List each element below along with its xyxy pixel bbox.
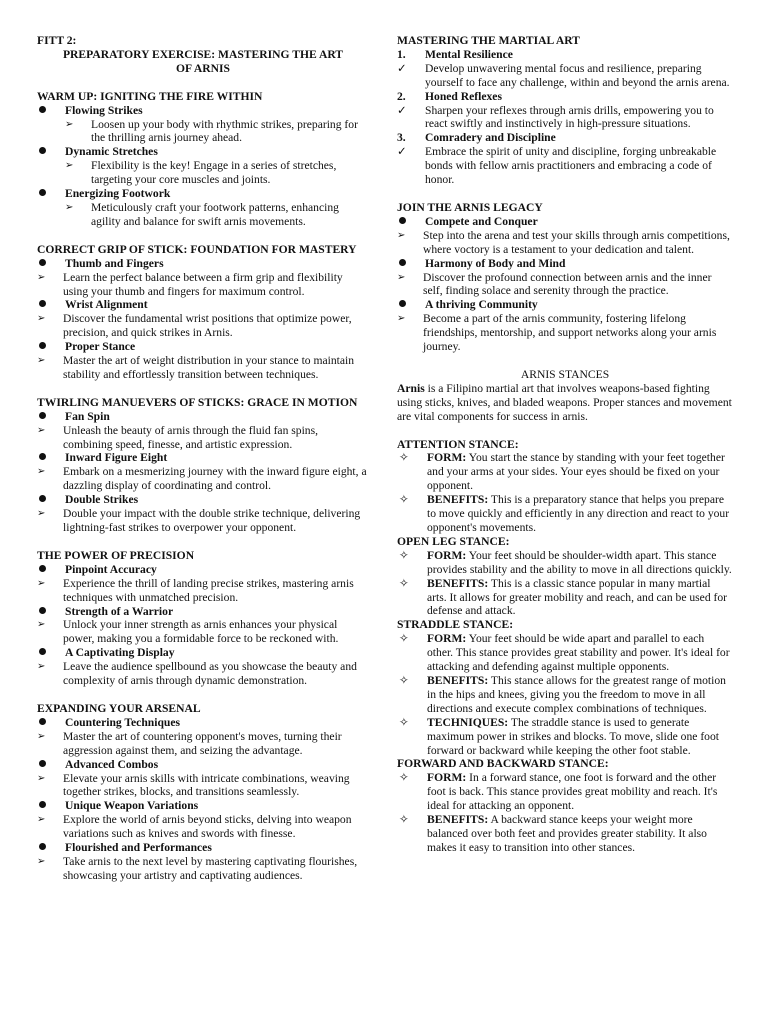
item-title: A thriving Community — [425, 298, 538, 312]
arrow-icon: ➢ — [397, 229, 406, 241]
arrow-icon: ➢ — [397, 313, 406, 325]
arrow-icon: ➢ — [37, 313, 46, 325]
list-item-title — [397, 257, 733, 271]
bullet-dot-icon — [39, 495, 46, 502]
list-item-desc — [37, 660, 369, 688]
stance-heading: OPEN LEG STANCE: — [397, 534, 510, 548]
stance-item-text — [427, 577, 733, 619]
bullet-icon — [37, 298, 65, 312]
bullet-dot-icon — [39, 648, 46, 655]
stance-item-body: This is a preparatory stance that helps you prepare to move quickly and efficiently in any direction and react to your opponent's movements. — [427, 493, 730, 534]
item-title: Energizing Footwork — [65, 187, 171, 201]
section-heading: WARM UP: IGNITING THE FIRE WITHIN — [37, 89, 263, 103]
bullet-dot-icon — [39, 300, 46, 307]
list-item-title — [37, 451, 369, 465]
list-item-title — [37, 605, 369, 619]
list-item-desc — [37, 577, 369, 605]
diamond-icon: ✧ — [399, 770, 409, 785]
stance-item-label: FORM: — [427, 632, 467, 646]
item-desc: Take arnis to the next level by mastering captivating flourishes, showcasing your artistry and captivating audiences. — [63, 854, 358, 882]
bullet-icon — [37, 451, 65, 465]
stances-intro-text: is a Filipino martial art that involves weapons-based fighting using sticks, knives, and bladed weapons. Proper stances and movement are vital components for success in arnis. — [397, 381, 732, 423]
bullet-dot-icon — [39, 801, 46, 808]
stance-groups — [397, 438, 733, 855]
bullet-dot-icon — [39, 147, 46, 154]
diamond-icon: ✧ — [399, 547, 409, 562]
stance-item — [397, 716, 733, 758]
arrow-icon: ➢ — [37, 355, 46, 367]
list-item-desc — [37, 507, 369, 535]
bullet-dot-icon — [39, 342, 46, 349]
list-item-title — [37, 758, 369, 772]
list-item-desc — [37, 465, 369, 493]
bullet-icon — [37, 493, 65, 507]
bullet-dot-icon — [39, 718, 46, 725]
stance-heading: FORWARD AND BACKWARD STANCE: — [397, 757, 609, 771]
stance-item-label: FORM: — [427, 771, 467, 785]
item-desc: Sharpen your reflexes through arnis drills, empowering you to react swiftly and instinctively in high-pressure situations. — [425, 103, 714, 131]
section-0 — [37, 90, 369, 229]
item-desc: Elevate your arnis skills with intricate combinations, weaving together strikes, blocks, and transitions seamlessly. — [63, 771, 350, 799]
list-item-title — [37, 646, 369, 660]
bullet-icon — [397, 257, 425, 271]
item-number: 2. — [397, 89, 406, 103]
list-item-title — [37, 563, 369, 577]
list-item-desc — [37, 730, 369, 758]
stance-item-text — [427, 674, 733, 716]
item-desc: Meticulously craft your footwork patterns, enhancing agility and balance for swift arnis movements. — [91, 200, 339, 228]
list-item-desc — [37, 271, 369, 299]
bullet-dot-icon — [39, 453, 46, 460]
list-item-desc — [37, 354, 369, 382]
stance-item-text — [427, 813, 733, 855]
stance-item — [397, 493, 733, 535]
bullet-icon — [37, 187, 65, 201]
left-sections — [37, 90, 369, 883]
right-column — [397, 34, 733, 855]
item-title: Wrist Alignment — [65, 298, 148, 312]
section-heading: CORRECT GRIP OF STICK: FOUNDATION FOR MASTERY — [37, 242, 357, 256]
item-title: Harmony of Body and Mind — [425, 256, 566, 270]
item-desc: Experience the thrill of landing precise strikes, mastering arnis techniques with unmatched precision. — [63, 576, 354, 604]
item-desc: Discover the fundamental wrist positions that optimize power, precision, and quick strikes in Arnis. — [63, 312, 352, 340]
bullet-dot-icon — [39, 760, 46, 767]
checkmark-icon: ✓ — [397, 102, 407, 117]
stance-item — [397, 674, 733, 716]
item-title: Flourished and Performances — [65, 841, 212, 855]
item-title: Fan Spin — [65, 409, 110, 423]
list-item-title — [37, 145, 369, 159]
section-4 — [37, 702, 369, 883]
checkmark-icon: ✓ — [397, 60, 407, 75]
stance-item-body: The straddle stance is used to generate maximum power in strikes and blocks. To move, slide one foot forward or backward while keeping the other foot stable. — [427, 715, 719, 757]
stance-item-label: BENEFITS: — [427, 673, 489, 687]
diamond-icon: ✧ — [399, 812, 409, 827]
stance-item — [397, 813, 733, 855]
bullet-icon — [37, 340, 65, 354]
bullet-icon — [397, 298, 425, 312]
section-heading: TWIRLING MANUEVERS OF STICKS: GRACE IN MOTION — [37, 395, 358, 409]
list-item-title — [37, 799, 369, 813]
item-desc: Become a part of the arnis community, fostering lifelong friendships, mentorship, and support networks along your arnis journey. — [423, 312, 717, 354]
stance-item-body: In a forward stance, one foot is forward and the other foot is back. This stance provides great mobility and reach. It's ideal for attacking an opponent. — [427, 771, 718, 813]
bullet-icon — [37, 716, 65, 730]
list-item-desc — [397, 229, 733, 257]
section-heading-legacy: JOIN THE ARNIS LEGACY — [397, 200, 543, 214]
section-1 — [37, 243, 369, 382]
diamond-icon: ✧ — [399, 672, 409, 687]
item-title: Thumb and Fingers — [65, 256, 164, 270]
stance-item — [397, 549, 733, 577]
stance-item — [397, 451, 733, 493]
arrow-icon: ➢ — [397, 271, 406, 283]
item-desc: Loosen up your body with rhythmic strikes, preparing for the thrilling arnis journey ahead. — [91, 117, 358, 145]
item-number: 3. — [397, 131, 406, 145]
stances-intro-bold: Arnis — [397, 381, 425, 395]
arrow-icon: ➢ — [37, 730, 46, 742]
arrow-icon: ➢ — [37, 855, 46, 867]
item-title: Compete and Conquer — [425, 214, 538, 228]
diamond-icon: ✧ — [399, 450, 409, 465]
item-title: Advanced Combos — [65, 757, 159, 771]
stance-item-label: FORM: — [427, 451, 467, 465]
item-title: Unique Weapon Variations — [65, 799, 199, 813]
bullet-dot-icon — [39, 412, 46, 419]
list-item-desc — [37, 424, 369, 452]
bullet-dot-icon — [399, 217, 406, 224]
checkmark-icon: ✓ — [397, 144, 407, 159]
bullet-dot-icon — [39, 565, 46, 572]
item-title: Honed Reflexes — [425, 89, 502, 103]
list-item-desc — [37, 772, 369, 800]
item-desc: Develop unwavering mental focus and resilience, preparing yourself to face any challenge, within and beyond the arnis arena. — [425, 61, 730, 89]
stance-item-body: Your feet should be shoulder-width apart. This stance provides stability and the ability to move in all directions quickly. — [427, 548, 732, 576]
numbered-item-title — [397, 131, 733, 145]
list-item-title — [37, 187, 369, 201]
arrow-icon: ➢ — [37, 577, 46, 589]
item-title: Dynamic Stretches — [65, 145, 158, 159]
arrow-icon: ➢ — [37, 814, 46, 826]
stance-item-label: BENEFITS: — [427, 813, 489, 827]
list-item-title — [37, 104, 369, 118]
item-desc: Unleash the beauty of arnis through the fluid fan spins, combining speed, finesse, and artistic expression. — [63, 423, 319, 451]
list-item-title — [397, 298, 733, 312]
document-label: FITT 2: — [37, 34, 77, 47]
numbered-item-desc — [397, 145, 733, 187]
list-item-desc — [37, 312, 369, 340]
item-title: Mental Resilience — [425, 47, 513, 61]
bullet-icon — [37, 758, 65, 772]
stance-item-text — [427, 632, 733, 674]
item-desc: Embark on a mesmerizing journey with the inward figure eight, a dazzling display of coordinating and control. — [63, 465, 367, 493]
item-desc: Master the art of weight distribution in your stance to maintain stability and effortlessly transition between techniques. — [63, 354, 355, 381]
diamond-icon: ✧ — [399, 575, 409, 590]
diamond-icon: ✧ — [399, 631, 409, 646]
document-title-line1: PREPARATORY EXERCISE: MASTERING THE ART — [62, 47, 344, 61]
item-desc: Unlock your inner strength as arnis enhances your physical power, making you a formidable force to be reckoned with. — [63, 618, 339, 646]
stances-intro — [397, 382, 733, 424]
item-title: Countering Techniques — [65, 715, 181, 729]
bullet-icon — [37, 799, 65, 813]
item-title: Flowing Strikes — [65, 103, 143, 117]
item-title: Proper Stance — [65, 340, 136, 354]
section-heading-martial: MASTERING THE MARTIAL ART — [397, 34, 580, 47]
bullet-dot-icon — [39, 259, 46, 266]
stance-item-label: TECHNIQUES: — [427, 715, 509, 729]
bullet-icon — [37, 145, 65, 159]
item-desc: Step into the arena and test your skills through arnis competitions, where voctory is a testament to your dedication and talent. — [423, 228, 730, 256]
left-column — [37, 34, 369, 883]
arrow-icon: ➢ — [37, 466, 46, 478]
list-item-desc — [37, 201, 369, 229]
item-desc: Embrace the spirit of unity and discipline, forging unbreakable bonds with fellow arnis practitioners and embracing a code of honor. — [425, 145, 717, 187]
bullet-icon — [397, 215, 425, 229]
stance-heading: STRADDLE STANCE: — [397, 618, 514, 632]
stance-item-text — [427, 716, 733, 758]
bullet-icon — [37, 410, 65, 424]
arrow-icon: ➢ — [37, 619, 46, 631]
item-title: Double Strikes — [65, 493, 139, 507]
bullet-icon — [37, 841, 65, 855]
stance-item-label: FORM: — [427, 548, 467, 562]
bullet-dot-icon — [399, 259, 406, 266]
arrow-icon: ➢ — [65, 160, 74, 172]
numbered-item-desc — [397, 104, 733, 132]
bullet-icon — [37, 646, 65, 660]
stance-item-body: This is a classic stance popular in many martial arts. It allows for greater mobility and reach, and can be used for defense and attack. — [427, 576, 728, 618]
list-item-title — [37, 493, 369, 507]
list-item-desc — [37, 855, 369, 883]
list-item-title — [37, 841, 369, 855]
stance-item-body: This stance allows for the greatest range of motion in the hips and knees, giving you the freedom to move in all directions and execute complex combinations of techniques. — [427, 673, 726, 715]
section-3 — [37, 549, 369, 688]
arrow-icon: ➢ — [37, 424, 46, 436]
stance-item — [397, 577, 733, 619]
item-title: Comradery and Discipline — [425, 131, 556, 145]
list-item-title — [37, 340, 369, 354]
bullet-icon — [37, 605, 65, 619]
list-item-title — [37, 257, 369, 271]
list-item-desc — [37, 618, 369, 646]
stance-item-body: A backward stance keeps your weight more balanced over both feet and provides greater stability. It also makes it easy to transition into other stances. — [427, 813, 707, 854]
arrow-icon: ➢ — [65, 118, 74, 130]
section-2 — [37, 396, 369, 535]
item-desc: Leave the audience spellbound as you showcase the beauty and complexity of arnis through dynamic demonstration. — [63, 660, 357, 688]
item-title: A Captivating Display — [65, 646, 175, 660]
list-item-title — [397, 215, 733, 229]
arrow-icon: ➢ — [37, 772, 46, 784]
stance-item-text — [427, 771, 733, 813]
stance-item-text — [427, 493, 733, 535]
arrow-icon: ➢ — [37, 508, 46, 520]
list-item-desc — [397, 312, 733, 354]
bullet-dot-icon — [39, 607, 46, 614]
stance-item-body: Your feet should be wide apart and parallel to each other. This stance provides great stability and power. It's ideal for attacking and defending against multiple opponents. — [427, 632, 730, 674]
item-title: Inward Figure Eight — [65, 451, 168, 465]
stance-item-label: BENEFITS: — [427, 576, 489, 590]
item-desc: Master the art of countering opponent's moves, turning their aggression against them, and seizing the advantage. — [63, 729, 342, 757]
list-item-desc — [397, 271, 733, 299]
item-title: Strength of a Warrior — [65, 604, 174, 618]
list-item-title — [37, 716, 369, 730]
bullet-dot-icon — [399, 300, 406, 307]
stance-item-body: You start the stance by standing with your feet together and your arms at your sides. Your eyes should be fixed on your opponent. — [427, 451, 725, 493]
stance-heading: ATTENTION STANCE: — [397, 437, 519, 451]
stance-item-label: BENEFITS: — [427, 493, 489, 507]
stance-item — [397, 632, 733, 674]
stance-item-text — [427, 549, 733, 577]
item-desc: Explore the world of arnis beyond sticks, delving into weapon variations such as knives and swords with finesse. — [63, 813, 352, 841]
martial-list — [397, 48, 733, 187]
arrow-icon: ➢ — [37, 661, 46, 673]
document-title-line2: OF ARNIS — [175, 61, 230, 75]
diamond-icon: ✧ — [399, 714, 409, 729]
item-desc: Discover the profound connection between arnis and the inner self, finding solace and serenity through the practice. — [423, 270, 712, 298]
bullet-icon — [37, 104, 65, 118]
diamond-icon: ✧ — [399, 492, 409, 507]
arrow-icon: ➢ — [37, 271, 46, 283]
numbered-item-title — [397, 90, 733, 104]
item-title: Pinpoint Accuracy — [65, 562, 157, 576]
bullet-dot-icon — [39, 189, 46, 196]
list-item-desc — [37, 813, 369, 841]
item-desc: Learn the perfect balance between a firm grip and flexibility using your thumb and fingers for maximum control. — [63, 270, 343, 298]
list-item-title — [37, 298, 369, 312]
section-heading-stances: ARNIS STANCES — [520, 367, 610, 381]
item-number: 1. — [397, 47, 406, 61]
stance-item — [397, 771, 733, 813]
numbered-item-desc — [397, 62, 733, 90]
arrow-icon: ➢ — [65, 201, 74, 213]
bullet-dot-icon — [39, 106, 46, 113]
legacy-list — [397, 215, 733, 354]
item-desc: Double your impact with the double strike technique, delivering lightning-fast strikes to overpower your opponent. — [63, 507, 361, 534]
list-item-desc — [37, 159, 369, 187]
section-heading: EXPANDING YOUR ARSENAL — [37, 701, 201, 715]
numbered-item-title — [397, 48, 733, 62]
bullet-dot-icon — [39, 843, 46, 850]
stance-item-text — [427, 451, 733, 493]
bullet-icon — [37, 257, 65, 271]
list-item-title — [37, 410, 369, 424]
bullet-icon — [37, 563, 65, 577]
list-item-desc — [37, 118, 369, 146]
section-heading: THE POWER OF PRECISION — [37, 548, 195, 562]
item-desc: Flexibility is the key! Engage in a series of stretches, targeting your core muscles and joints. — [91, 159, 337, 187]
